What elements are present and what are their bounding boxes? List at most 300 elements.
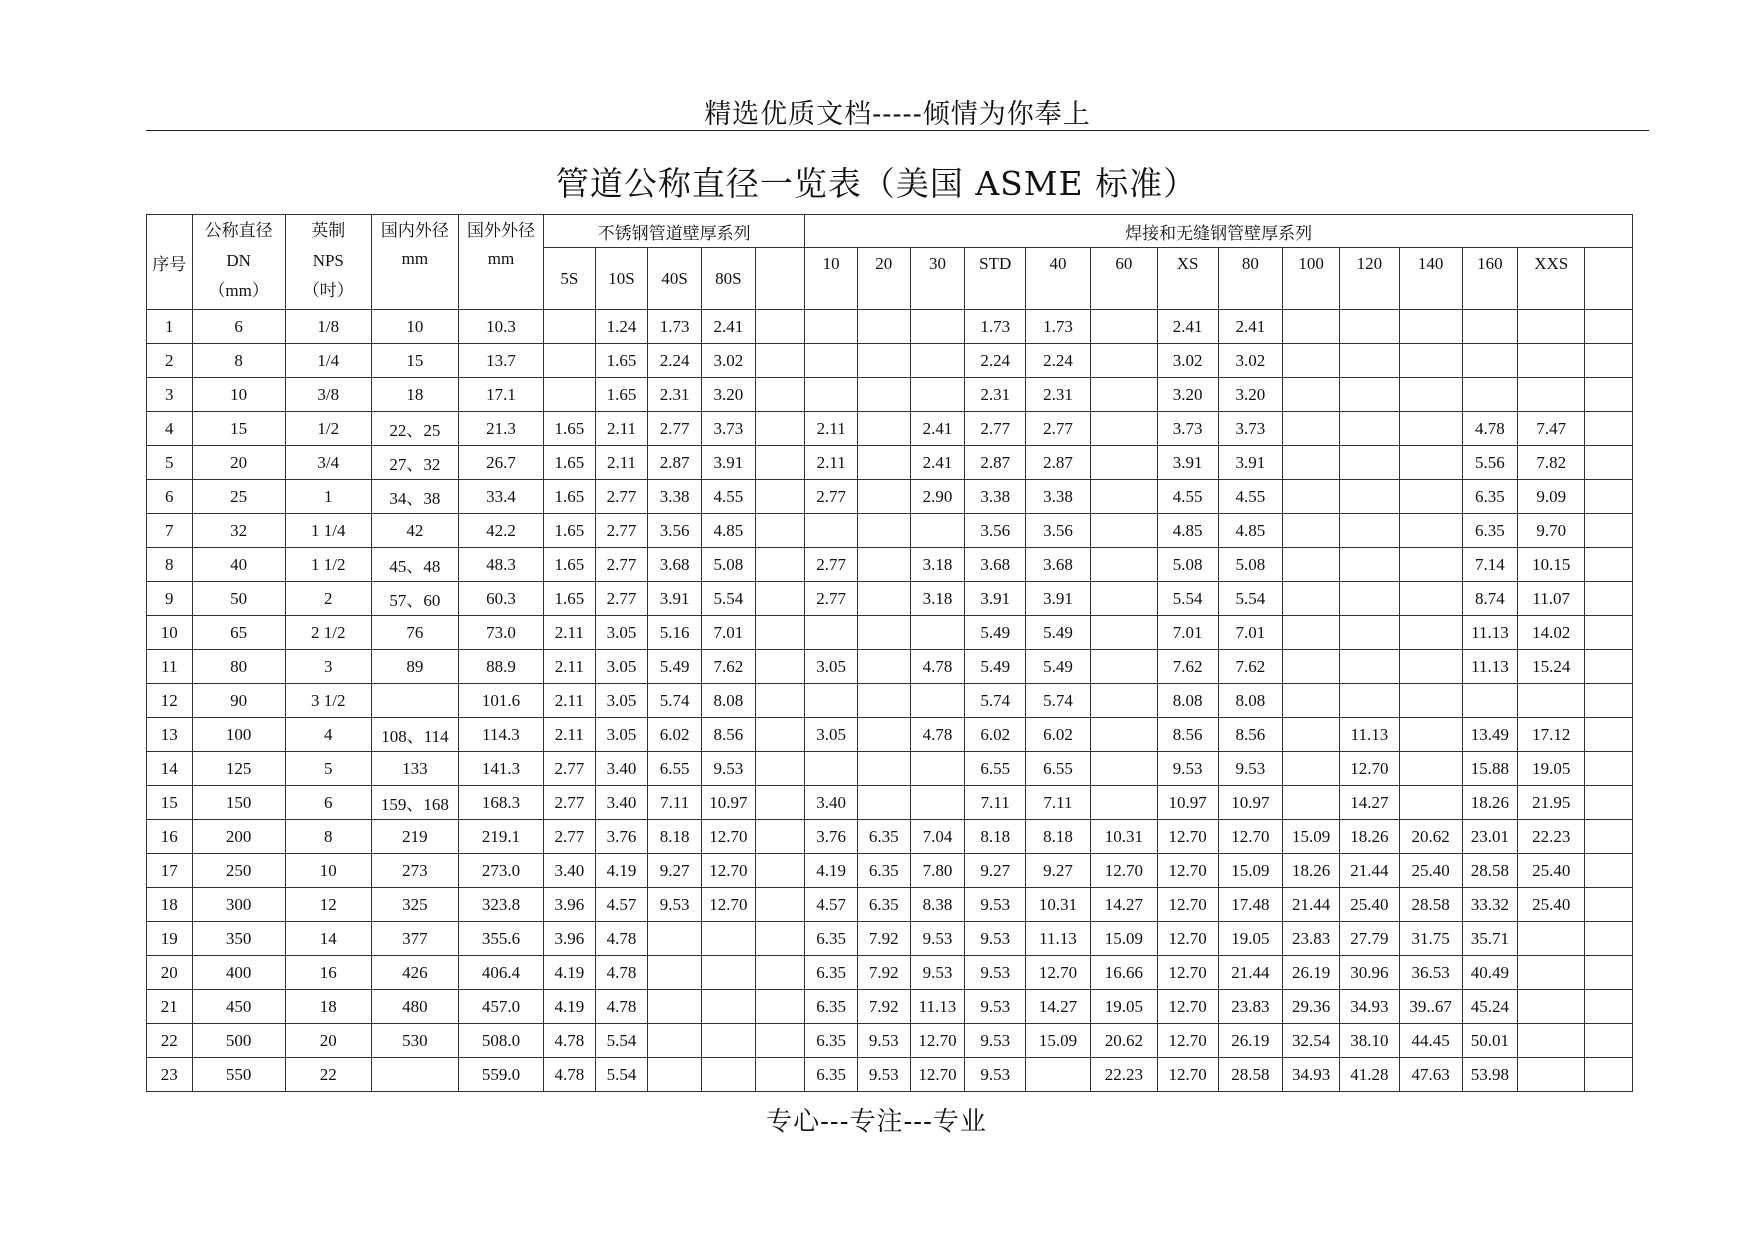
table-cell: 6 bbox=[192, 310, 285, 344]
table-cell: 3.20 bbox=[1157, 378, 1218, 412]
table-cell bbox=[1399, 718, 1462, 752]
table-cell: 12.70 bbox=[1026, 956, 1091, 990]
table-row bbox=[147, 1024, 1633, 1058]
table-cell: 500 bbox=[192, 1024, 285, 1058]
table-cell: 19.05 bbox=[1218, 922, 1283, 956]
table-cell: 14 bbox=[285, 922, 371, 956]
table-cell: 7.62 bbox=[702, 650, 756, 684]
table-cell: 21.44 bbox=[1340, 854, 1400, 888]
table-cell: 22 bbox=[285, 1058, 371, 1092]
table-cell: 26.19 bbox=[1283, 956, 1340, 990]
table-cell: 2.77 bbox=[595, 514, 648, 548]
table-cell bbox=[1340, 344, 1400, 378]
table-cell: 15.24 bbox=[1518, 650, 1585, 684]
table-cell: 47.63 bbox=[1399, 1058, 1462, 1092]
table-cell: 11.13 bbox=[910, 990, 965, 1024]
table-cell: 7.11 bbox=[648, 786, 702, 820]
table-cell bbox=[805, 378, 858, 412]
table-cell bbox=[544, 310, 596, 344]
table-cell: 3.02 bbox=[702, 344, 756, 378]
table-cell: 73.0 bbox=[458, 616, 543, 650]
table-cell: 6.55 bbox=[965, 752, 1026, 786]
table-body bbox=[147, 310, 1633, 1092]
table-cell: 3.91 bbox=[1218, 446, 1283, 480]
table-row bbox=[147, 820, 1633, 854]
table-cell: 250 bbox=[192, 854, 285, 888]
table-cell: 2 bbox=[147, 344, 193, 378]
table-cell: 6.35 bbox=[805, 1058, 858, 1092]
table-cell bbox=[755, 956, 805, 990]
table-cell: 2.77 bbox=[805, 480, 858, 514]
table-cell bbox=[1283, 310, 1340, 344]
table-cell bbox=[1399, 684, 1462, 718]
table-cell: 9.53 bbox=[965, 888, 1026, 922]
table-cell: 7.80 bbox=[910, 854, 965, 888]
table-cell: 9.53 bbox=[702, 752, 756, 786]
table-cell: 1 bbox=[285, 480, 371, 514]
table-cell: 89 bbox=[371, 650, 458, 684]
table-cell bbox=[1518, 1058, 1585, 1092]
table-cell: 168.3 bbox=[458, 786, 543, 820]
table-cell: 29.36 bbox=[1283, 990, 1340, 1024]
table-row bbox=[147, 854, 1633, 888]
table-cell: 550 bbox=[192, 1058, 285, 1092]
table-cell bbox=[1585, 446, 1633, 480]
table-cell: 42 bbox=[371, 514, 458, 548]
table-cell: 40.49 bbox=[1462, 956, 1518, 990]
table-cell bbox=[1283, 718, 1340, 752]
table-cell: 6.02 bbox=[648, 718, 702, 752]
table-cell: 3.40 bbox=[595, 752, 648, 786]
table-cell: 150 bbox=[192, 786, 285, 820]
table-cell bbox=[857, 548, 910, 582]
table-cell bbox=[1585, 1024, 1633, 1058]
table-cell: 5.49 bbox=[965, 650, 1026, 684]
table-cell: 27.79 bbox=[1340, 922, 1400, 956]
page-header bbox=[146, 84, 1649, 131]
table-cell: 8.18 bbox=[1026, 820, 1091, 854]
table-cell bbox=[1090, 446, 1157, 480]
table-cell bbox=[910, 752, 965, 786]
table-cell bbox=[910, 786, 965, 820]
welded-col-10: 10 bbox=[805, 248, 858, 310]
table-cell bbox=[1518, 1024, 1585, 1058]
table-row bbox=[147, 514, 1633, 548]
table-cell bbox=[1090, 412, 1157, 446]
table-cell: 1.73 bbox=[1026, 310, 1091, 344]
table-cell: 100 bbox=[192, 718, 285, 752]
table-cell: 5.08 bbox=[1157, 548, 1218, 582]
table-cell bbox=[755, 854, 805, 888]
table-cell bbox=[1585, 854, 1633, 888]
table-cell bbox=[755, 310, 805, 344]
table-cell: 5.16 bbox=[648, 616, 702, 650]
table-cell: 4 bbox=[285, 718, 371, 752]
table-cell: 2.77 bbox=[544, 752, 596, 786]
table-cell bbox=[1518, 344, 1585, 378]
table-cell: 15.09 bbox=[1090, 922, 1157, 956]
table-cell: 10.31 bbox=[1026, 888, 1091, 922]
table-cell: 3.18 bbox=[910, 548, 965, 582]
table-cell: 13 bbox=[147, 718, 193, 752]
table-cell bbox=[1585, 616, 1633, 650]
table-cell: 8.18 bbox=[648, 820, 702, 854]
table-cell: 34.93 bbox=[1283, 1058, 1340, 1092]
table-cell: 4.78 bbox=[544, 1058, 596, 1092]
table-cell: 4.78 bbox=[595, 956, 648, 990]
table-cell: 40 bbox=[192, 548, 285, 582]
table-cell bbox=[1462, 684, 1518, 718]
table-cell: 7.01 bbox=[1218, 616, 1283, 650]
table-cell bbox=[857, 650, 910, 684]
table-cell bbox=[1399, 514, 1462, 548]
table-cell bbox=[1399, 752, 1462, 786]
table-cell: 90 bbox=[192, 684, 285, 718]
table-cell: 1 bbox=[147, 310, 193, 344]
stainless-col-80s: 80S bbox=[702, 248, 756, 310]
table-cell bbox=[1090, 616, 1157, 650]
table-cell bbox=[755, 344, 805, 378]
table-cell: 3.56 bbox=[1026, 514, 1091, 548]
table-cell: 7 bbox=[147, 514, 193, 548]
table-cell: 17.48 bbox=[1218, 888, 1283, 922]
table-cell: 7.92 bbox=[857, 922, 910, 956]
table-cell: 108、114 bbox=[371, 718, 458, 752]
stainless-col-10s: 10S bbox=[595, 248, 648, 310]
table-cell: 10.3 bbox=[458, 310, 543, 344]
table-cell: 9.53 bbox=[965, 956, 1026, 990]
table-cell: 1.65 bbox=[544, 412, 596, 446]
table-cell bbox=[857, 752, 910, 786]
table-cell: 450 bbox=[192, 990, 285, 1024]
table-cell: 2.77 bbox=[805, 548, 858, 582]
table-cell: 3.91 bbox=[965, 582, 1026, 616]
table-cell bbox=[1283, 650, 1340, 684]
table-cell: 33.32 bbox=[1462, 888, 1518, 922]
table-cell: 23.01 bbox=[1462, 820, 1518, 854]
table-cell bbox=[1090, 786, 1157, 820]
table-cell: 1.65 bbox=[544, 582, 596, 616]
table-cell bbox=[1283, 616, 1340, 650]
table-cell: 4.78 bbox=[910, 718, 965, 752]
table-cell: 4.19 bbox=[595, 854, 648, 888]
table-cell bbox=[1585, 514, 1633, 548]
header-text: 精选优质文档-----倾情为你奉上 bbox=[704, 99, 1091, 130]
table-row bbox=[147, 888, 1633, 922]
table-cell: 159、168 bbox=[371, 786, 458, 820]
welded-col-100: 100 bbox=[1283, 248, 1340, 310]
col-seq-header: 序号 bbox=[147, 215, 193, 310]
table-cell: 5.54 bbox=[1157, 582, 1218, 616]
table-cell: 12.70 bbox=[1340, 752, 1400, 786]
table-cell bbox=[755, 582, 805, 616]
table-row bbox=[147, 718, 1633, 752]
table-cell: 57、60 bbox=[371, 582, 458, 616]
table-cell: 2.77 bbox=[595, 548, 648, 582]
table-row bbox=[147, 922, 1633, 956]
table-cell bbox=[702, 1058, 756, 1092]
welded-col-xxs: XXS bbox=[1518, 248, 1585, 310]
table-cell: 273 bbox=[371, 854, 458, 888]
welded-col-40: 40 bbox=[1026, 248, 1091, 310]
table-cell: 6.02 bbox=[965, 718, 1026, 752]
table-cell bbox=[1090, 344, 1157, 378]
table-cell bbox=[755, 922, 805, 956]
table-cell bbox=[1340, 582, 1400, 616]
table-cell: 10 bbox=[192, 378, 285, 412]
table-cell bbox=[1462, 378, 1518, 412]
table-cell bbox=[755, 616, 805, 650]
table-cell: 355.6 bbox=[458, 922, 543, 956]
table-cell: 15.09 bbox=[1283, 820, 1340, 854]
table-cell: 10 bbox=[371, 310, 458, 344]
table-cell: 9.70 bbox=[1518, 514, 1585, 548]
table-cell bbox=[1585, 1058, 1633, 1092]
table-cell: 22.23 bbox=[1090, 1058, 1157, 1092]
table-cell: 3.68 bbox=[965, 548, 1026, 582]
table-cell: 9.53 bbox=[910, 956, 965, 990]
table-cell: 9.53 bbox=[857, 1058, 910, 1092]
table-cell: 101.6 bbox=[458, 684, 543, 718]
table-cell: 3.73 bbox=[1218, 412, 1283, 446]
table-cell: 16.66 bbox=[1090, 956, 1157, 990]
table-cell: 2.41 bbox=[702, 310, 756, 344]
table-cell: 8.56 bbox=[1218, 718, 1283, 752]
welded-col-60: 60 bbox=[1090, 248, 1157, 310]
table-cell: 5.74 bbox=[965, 684, 1026, 718]
table-cell: 5.08 bbox=[1218, 548, 1283, 582]
table-cell: 25.40 bbox=[1399, 854, 1462, 888]
table-cell: 2.24 bbox=[1026, 344, 1091, 378]
table-cell: 3.91 bbox=[702, 446, 756, 480]
table-cell: 60.3 bbox=[458, 582, 543, 616]
table-cell: 22、25 bbox=[371, 412, 458, 446]
table-cell bbox=[857, 480, 910, 514]
table-cell: 9.27 bbox=[648, 854, 702, 888]
table-cell bbox=[1585, 378, 1633, 412]
table-cell: 3.02 bbox=[1218, 344, 1283, 378]
table-cell: 377 bbox=[371, 922, 458, 956]
table-cell: 32.54 bbox=[1283, 1024, 1340, 1058]
table-cell: 3.76 bbox=[805, 820, 858, 854]
table-row bbox=[147, 752, 1633, 786]
table-cell: 530 bbox=[371, 1024, 458, 1058]
table-cell: 3.91 bbox=[1157, 446, 1218, 480]
table-cell: 5 bbox=[147, 446, 193, 480]
table-cell bbox=[857, 718, 910, 752]
table-cell bbox=[805, 616, 858, 650]
table-cell: 33.4 bbox=[458, 480, 543, 514]
table-cell: 1.65 bbox=[544, 548, 596, 582]
table-cell bbox=[702, 1024, 756, 1058]
table-cell: 8.08 bbox=[1218, 684, 1283, 718]
table-row bbox=[147, 310, 1633, 344]
table-cell bbox=[1518, 378, 1585, 412]
table-cell: 9.27 bbox=[1026, 854, 1091, 888]
table-cell bbox=[1518, 922, 1585, 956]
table-cell bbox=[1283, 786, 1340, 820]
table-cell: 8.18 bbox=[965, 820, 1026, 854]
table-cell bbox=[1283, 446, 1340, 480]
table-cell: 9.53 bbox=[910, 922, 965, 956]
table-cell: 36.53 bbox=[1399, 956, 1462, 990]
table-cell: 10.15 bbox=[1518, 548, 1585, 582]
table-row bbox=[147, 582, 1633, 616]
table-cell: 34、38 bbox=[371, 480, 458, 514]
table-cell bbox=[755, 752, 805, 786]
table-cell bbox=[1399, 548, 1462, 582]
table-cell: 4.55 bbox=[1157, 480, 1218, 514]
table-cell: 2.41 bbox=[1157, 310, 1218, 344]
table-cell: 3 1/2 bbox=[285, 684, 371, 718]
table-cell: 325 bbox=[371, 888, 458, 922]
table-cell bbox=[544, 378, 596, 412]
table-cell: 76 bbox=[371, 616, 458, 650]
table-cell: 35.71 bbox=[1462, 922, 1518, 956]
table-cell: 10.97 bbox=[1218, 786, 1283, 820]
table-cell: 12.70 bbox=[1157, 1058, 1218, 1092]
table-cell: 20 bbox=[192, 446, 285, 480]
table-cell: 7.11 bbox=[965, 786, 1026, 820]
table-row bbox=[147, 446, 1633, 480]
table-cell bbox=[755, 514, 805, 548]
table-cell: 4.55 bbox=[702, 480, 756, 514]
table-cell bbox=[1399, 616, 1462, 650]
table-cell: 3.05 bbox=[595, 650, 648, 684]
table-cell: 28.58 bbox=[1462, 854, 1518, 888]
table-cell bbox=[1090, 718, 1157, 752]
table-cell: 12.70 bbox=[702, 888, 756, 922]
table-cell: 11.13 bbox=[1026, 922, 1091, 956]
table-cell: 5.49 bbox=[965, 616, 1026, 650]
table-cell: 2.11 bbox=[595, 412, 648, 446]
table-cell: 9.27 bbox=[965, 854, 1026, 888]
welded-col-std: STD bbox=[965, 248, 1026, 310]
table-cell bbox=[1090, 582, 1157, 616]
table-cell: 3 bbox=[147, 378, 193, 412]
table-cell: 12.70 bbox=[1157, 854, 1218, 888]
table-cell: 2.77 bbox=[1026, 412, 1091, 446]
table-cell: 7.92 bbox=[857, 990, 910, 1024]
stainless-col-blank bbox=[755, 248, 805, 310]
table-cell: 5.54 bbox=[702, 582, 756, 616]
table-cell bbox=[857, 786, 910, 820]
table-cell bbox=[648, 990, 702, 1024]
table-cell bbox=[857, 344, 910, 378]
table-row bbox=[147, 480, 1633, 514]
table-cell bbox=[1340, 310, 1400, 344]
table-cell bbox=[857, 582, 910, 616]
table-cell bbox=[648, 1058, 702, 1092]
table-cell bbox=[1585, 480, 1633, 514]
table-cell: 21.44 bbox=[1218, 956, 1283, 990]
table-cell: 2.90 bbox=[910, 480, 965, 514]
table-cell: 6.02 bbox=[1026, 718, 1091, 752]
table-cell: 1.65 bbox=[595, 378, 648, 412]
table-cell bbox=[1090, 684, 1157, 718]
table-cell: 1.65 bbox=[544, 480, 596, 514]
table-cell: 12.70 bbox=[1218, 820, 1283, 854]
table-cell bbox=[1399, 786, 1462, 820]
table-cell: 8.08 bbox=[1157, 684, 1218, 718]
table-cell: 3.05 bbox=[595, 684, 648, 718]
table-cell bbox=[910, 684, 965, 718]
table-cell: 4.19 bbox=[805, 854, 858, 888]
table-cell: 133 bbox=[371, 752, 458, 786]
table-cell: 19.05 bbox=[1090, 990, 1157, 1024]
table-cell: 1.65 bbox=[595, 344, 648, 378]
table-cell: 23.83 bbox=[1218, 990, 1283, 1024]
welded-col-160: 160 bbox=[1462, 248, 1518, 310]
table-cell: 2.11 bbox=[805, 412, 858, 446]
table-row bbox=[147, 684, 1633, 718]
table-cell: 6.35 bbox=[805, 922, 858, 956]
table-cell bbox=[857, 684, 910, 718]
table-cell: 12.70 bbox=[1157, 888, 1218, 922]
table-cell: 1.73 bbox=[965, 310, 1026, 344]
table-row bbox=[147, 344, 1633, 378]
welded-col-140: 140 bbox=[1399, 248, 1462, 310]
table-cell bbox=[755, 548, 805, 582]
table-row bbox=[147, 650, 1633, 684]
table-cell: 21 bbox=[147, 990, 193, 1024]
table-cell: 9.53 bbox=[1157, 752, 1218, 786]
table-cell: 12.70 bbox=[1157, 956, 1218, 990]
table-cell: 6.55 bbox=[1026, 752, 1091, 786]
table-cell: 3.56 bbox=[965, 514, 1026, 548]
table-cell: 1 1/2 bbox=[285, 548, 371, 582]
table-cell: 11.13 bbox=[1340, 718, 1400, 752]
table-cell bbox=[1399, 310, 1462, 344]
table-cell: 18.26 bbox=[1340, 820, 1400, 854]
table-row bbox=[147, 616, 1633, 650]
table-cell bbox=[755, 650, 805, 684]
table-cell bbox=[371, 684, 458, 718]
table-cell: 11.07 bbox=[1518, 582, 1585, 616]
table-cell: 9.53 bbox=[965, 1024, 1026, 1058]
table-cell: 27、32 bbox=[371, 446, 458, 480]
table-cell bbox=[1399, 412, 1462, 446]
table-cell bbox=[755, 820, 805, 854]
table-cell: 38.10 bbox=[1340, 1024, 1400, 1058]
table-cell bbox=[1340, 548, 1400, 582]
table-cell bbox=[755, 786, 805, 820]
table-cell: 141.3 bbox=[458, 752, 543, 786]
table-cell bbox=[1283, 514, 1340, 548]
table-cell: 13.7 bbox=[458, 344, 543, 378]
table-cell: 8 bbox=[285, 820, 371, 854]
table-cell: 3.68 bbox=[648, 548, 702, 582]
table-cell: 1/8 bbox=[285, 310, 371, 344]
table-cell bbox=[1090, 548, 1157, 582]
table-cell: 5.54 bbox=[595, 1024, 648, 1058]
table-cell bbox=[910, 344, 965, 378]
table-cell: 20 bbox=[147, 956, 193, 990]
table-cell: 4.78 bbox=[544, 1024, 596, 1058]
table-cell: 8 bbox=[192, 344, 285, 378]
table-cell bbox=[1518, 310, 1585, 344]
table-cell: 3.05 bbox=[805, 718, 858, 752]
table-cell: 23.83 bbox=[1283, 922, 1340, 956]
table-cell: 12.70 bbox=[702, 820, 756, 854]
table-cell bbox=[805, 752, 858, 786]
table-cell bbox=[1026, 1058, 1091, 1092]
table-cell: 2.77 bbox=[965, 412, 1026, 446]
table-cell: 22.23 bbox=[1518, 820, 1585, 854]
table-cell bbox=[1340, 684, 1400, 718]
table-cell bbox=[857, 310, 910, 344]
table-cell: 2.31 bbox=[648, 378, 702, 412]
